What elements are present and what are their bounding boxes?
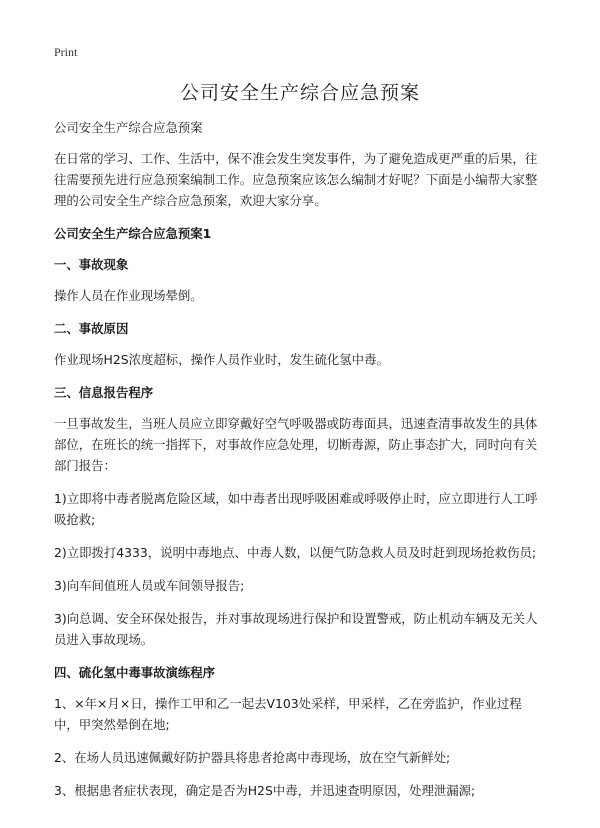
document-subtitle: 公司安全生产综合应急预案 bbox=[54, 120, 203, 135]
list-item-drill-2: 2、在场人员迅速佩戴好防护器具将患者抢离中毒现场，放在空气新鲜处; bbox=[54, 750, 451, 765]
paragraph-accident-cause: 作业现场H2S浓度超标，操作人员作业时，发生硫化氢中毒。 bbox=[54, 352, 389, 367]
print-link[interactable]: Print bbox=[54, 45, 78, 59]
document-title: 公司安全生产综合应急预案 bbox=[179, 82, 420, 104]
heading-drill-procedure: 四、硫化氢中毒事故演练程序 bbox=[54, 665, 216, 680]
paragraph-accident-phenomenon: 操作人员在作业现场晕倒。 bbox=[54, 288, 203, 303]
intro-paragraph: 在日常的学习、工作、生活中，保不准会发生突发事件，为了避免造成更严重的后果，往往需要预先进行应急预案编制工作。应急预案应该怎么编制才好呢？下面是小编帮大家整理的公司安全生产综合应急预案，欢迎大家分享。 bbox=[54, 151, 538, 208]
list-item-drill-1: 1、×年×月×日，操作工甲和乙一起去V103处采样，甲采样，乙在旁监护，作业过程中，甲突然晕倒在地; bbox=[54, 696, 522, 732]
heading-accident-cause: 二、事故原因 bbox=[54, 321, 129, 336]
list-item-report-4: 3)向总调、安全环保处报告，并对事故现场进行保护和设置警戒，防止机动车辆及无关人员进入事故现场。 bbox=[54, 611, 538, 647]
heading-report-procedure: 三、信息报告程序 bbox=[54, 385, 154, 400]
list-item-drill-3: 3、根据患者症状表现，确定是否为H2S中毒，并迅速查明原因，处理泄漏源; bbox=[54, 783, 476, 798]
heading-accident-phenomenon: 一、事故现象 bbox=[54, 257, 129, 272]
list-item-report-3: 3)向车间值班人员或车间领导报告; bbox=[54, 578, 245, 593]
section-title: 公司安全生产综合应急预案1 bbox=[54, 226, 212, 241]
document-body bbox=[54, 117, 546, 813]
paragraph-report-procedure: 一旦事故发生，当班人员应立即穿戴好空气呼吸器或防毒面具，迅速查清事故发生的具体部位，在班长的统一指挥下，对事故作应急处理，切断毒源，防止事态扩大，同时向有关部门报告： bbox=[54, 416, 538, 473]
list-item-report-2: 2)立即拨打4333，说明中毒地点、中毒人数，以便气防急救人员及时赶到现场抢救伤员; bbox=[54, 545, 537, 560]
list-item-report-1: 1)立即将中毒者脱离危险区域，如中毒者出现呼吸困难或呼吸停止时，应立即进行人工呼吸抢救; bbox=[54, 491, 538, 527]
